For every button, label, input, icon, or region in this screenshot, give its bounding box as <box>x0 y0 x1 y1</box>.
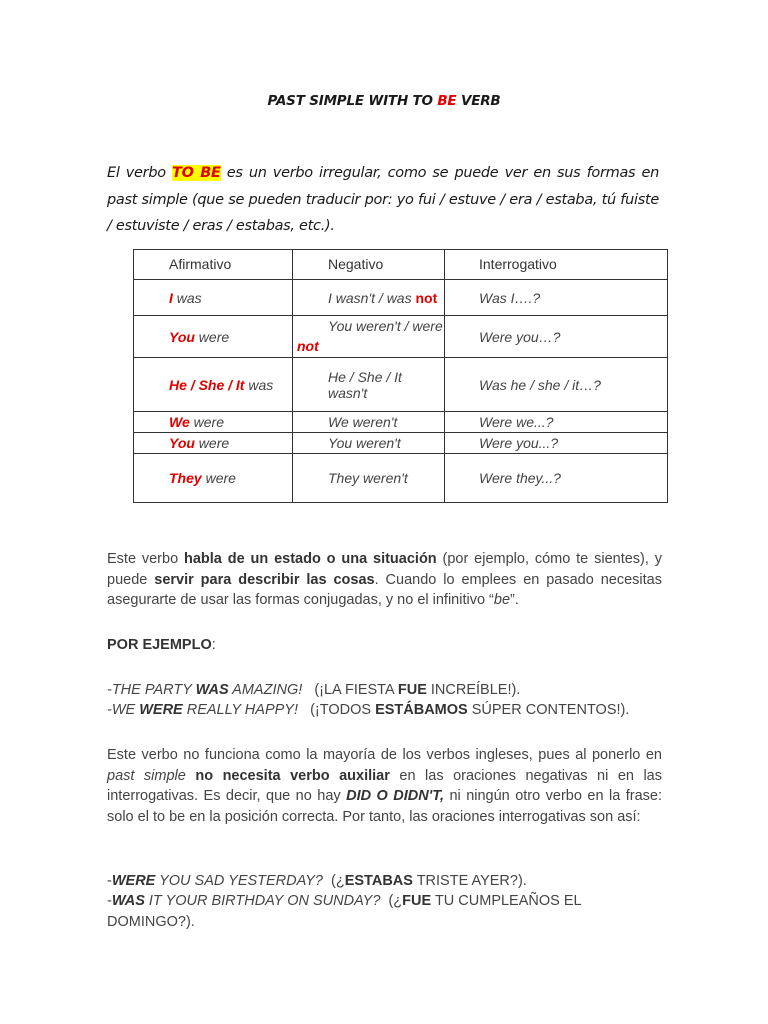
section-heading-ejemplo <box>107 635 662 656</box>
aff-cell <box>134 316 293 358</box>
int-cell: Were they...? <box>445 454 668 503</box>
table-row <box>134 454 668 503</box>
table-row <box>134 358 668 412</box>
aff-verb: was <box>172 289 202 306</box>
neg-text: You weren't / were <box>328 318 443 334</box>
neg-cell: He / She / It wasn't <box>293 358 445 412</box>
table-row <box>134 280 668 316</box>
pronoun: I <box>169 289 173 306</box>
int-cell: Was I….? <box>445 280 668 316</box>
ex-f: TU CUMPLEAÑOS EL DOMINGO?). <box>107 893 582 930</box>
page-title <box>0 93 768 109</box>
aff-verb: were <box>189 414 224 430</box>
table-row <box>134 433 668 454</box>
ex-d: (¡LA FIESTA <box>302 682 398 698</box>
p1-d: servir para describir las cosas <box>154 571 375 588</box>
ex-b: WAS <box>195 682 229 698</box>
neg-cell <box>293 316 445 358</box>
ex-e: FUE <box>402 893 432 909</box>
aff-verb: were <box>194 435 230 451</box>
neg-text: I wasn't / was <box>328 289 416 306</box>
p2-e: en las oraciones negativas ni en las interrogativas. Es decir, que no hay <box>107 767 663 804</box>
ex-d: (¡TODOS <box>297 702 376 718</box>
pronoun: They <box>169 470 202 486</box>
intro-highlight: TO BE <box>172 165 221 181</box>
p1-c: (por ejemplo, cómo te sientes), y puede <box>107 551 662 588</box>
example-line <box>107 700 662 721</box>
table-row <box>134 412 668 433</box>
ejemplo-colon: : <box>211 637 216 653</box>
header-negativo: Negativo <box>293 250 445 280</box>
aff-verb: were <box>201 470 236 486</box>
p1-e: . Cuando lo emplees en pasado necesitas asegurarte de usar las formas conjugadas, y no el infinitivo “ <box>107 571 662 608</box>
p2-c <box>186 768 196 784</box>
ex-e: FUE <box>397 682 427 698</box>
conjugation-table <box>133 249 668 503</box>
ex-d: (¿ <box>380 893 403 909</box>
p2-g: ni ningún otro verbo en la frase: solo el to be en la posición correcta. Por tanto, las oraciones interrogativas son así: <box>107 788 662 825</box>
p2-d: no necesita verbo auxiliar <box>195 767 390 784</box>
table-header-row <box>134 250 668 280</box>
int-cell: Was he / she / it…? <box>445 358 668 412</box>
intro-before: El verbo <box>107 165 172 181</box>
example-line <box>107 891 627 932</box>
ex-a: - <box>107 873 112 889</box>
ex-a: -THE PARTY <box>107 682 196 698</box>
p2-f: DID O DIDN'T, <box>346 788 444 804</box>
ex-f: INCREÍBLE!). <box>426 682 521 698</box>
aff-verb: were <box>194 328 230 345</box>
neg-red: not <box>415 289 438 306</box>
example-line <box>107 871 662 892</box>
pronoun: You <box>169 328 195 345</box>
neg-cell: You weren't <box>293 433 445 454</box>
p2-a: Este verbo no funciona como la mayoría de los verbos ingleses, pues al ponerlo en <box>107 747 662 763</box>
table-row <box>134 316 668 358</box>
aff-verb: was <box>244 376 274 393</box>
pronoun: We <box>169 414 190 430</box>
intro-after: es un verbo irregular, como se puede ver en sus formas en past simple (que se pueden traducir por: yo fui / estuve / era / estaba, tú fuiste / estuviste / eras / estabas, etc.). <box>107 165 659 234</box>
ex-f: TRISTE AYER?). <box>412 873 527 889</box>
ex-e: ESTABAS <box>344 873 413 889</box>
header-afirmativo: Afirmativo <box>134 250 293 280</box>
title-part1: PAST SIMPLE WITH TO <box>267 93 438 109</box>
ex-c: AMAZING! <box>228 682 303 698</box>
ex-e: ESTÁBAMOS <box>375 702 468 718</box>
intro-paragraph <box>107 160 659 240</box>
aff-cell <box>134 358 293 412</box>
ex-a: - <box>107 893 112 909</box>
ex-a: -WE <box>107 702 140 718</box>
aff-cell <box>134 433 293 454</box>
title-part3: VERB <box>456 93 501 109</box>
p1-f: be <box>493 592 511 608</box>
int-cell: Were you...? <box>445 433 668 454</box>
int-cell: Were we...? <box>445 412 668 433</box>
ex-b: WERE <box>139 702 183 718</box>
p1-b: habla de un estado o una situación <box>184 551 437 567</box>
pronoun: You <box>169 435 195 451</box>
ex-b: WERE <box>111 873 156 889</box>
ex-d: (¿ <box>322 873 345 889</box>
p1-a: Este verbo <box>107 551 184 567</box>
neg-red: not <box>297 338 319 354</box>
ex-c: IT YOUR BIRTHDAY ON SUNDAY? <box>144 893 381 909</box>
neg-cell: We weren't <box>293 412 445 433</box>
ex-f: SÚPER CONTENTOS!). <box>467 702 630 718</box>
aff-cell <box>134 412 293 433</box>
ex-b: WAS <box>111 893 145 909</box>
aff-cell <box>134 280 293 316</box>
p2-b: past simple <box>107 767 186 784</box>
p1-g: ”. <box>510 592 519 608</box>
ex-c: YOU SAD YESTERDAY? <box>155 873 323 889</box>
neg-cell: They weren't <box>293 454 445 503</box>
ejemplo-label: POR EJEMPLO <box>107 637 212 653</box>
title-part2: BE <box>437 93 457 109</box>
int-cell: Were you…? <box>445 316 668 358</box>
aff-cell <box>134 454 293 503</box>
ex-c: REALLY HAPPY! <box>182 702 298 718</box>
header-interrogativo: Interrogativo <box>445 250 668 280</box>
neg-cell <box>293 280 445 316</box>
paragraph-verb-description <box>107 549 662 611</box>
pronoun: He / She / It <box>169 376 245 393</box>
paragraph-auxiliary <box>107 745 662 827</box>
example-line <box>107 680 662 701</box>
